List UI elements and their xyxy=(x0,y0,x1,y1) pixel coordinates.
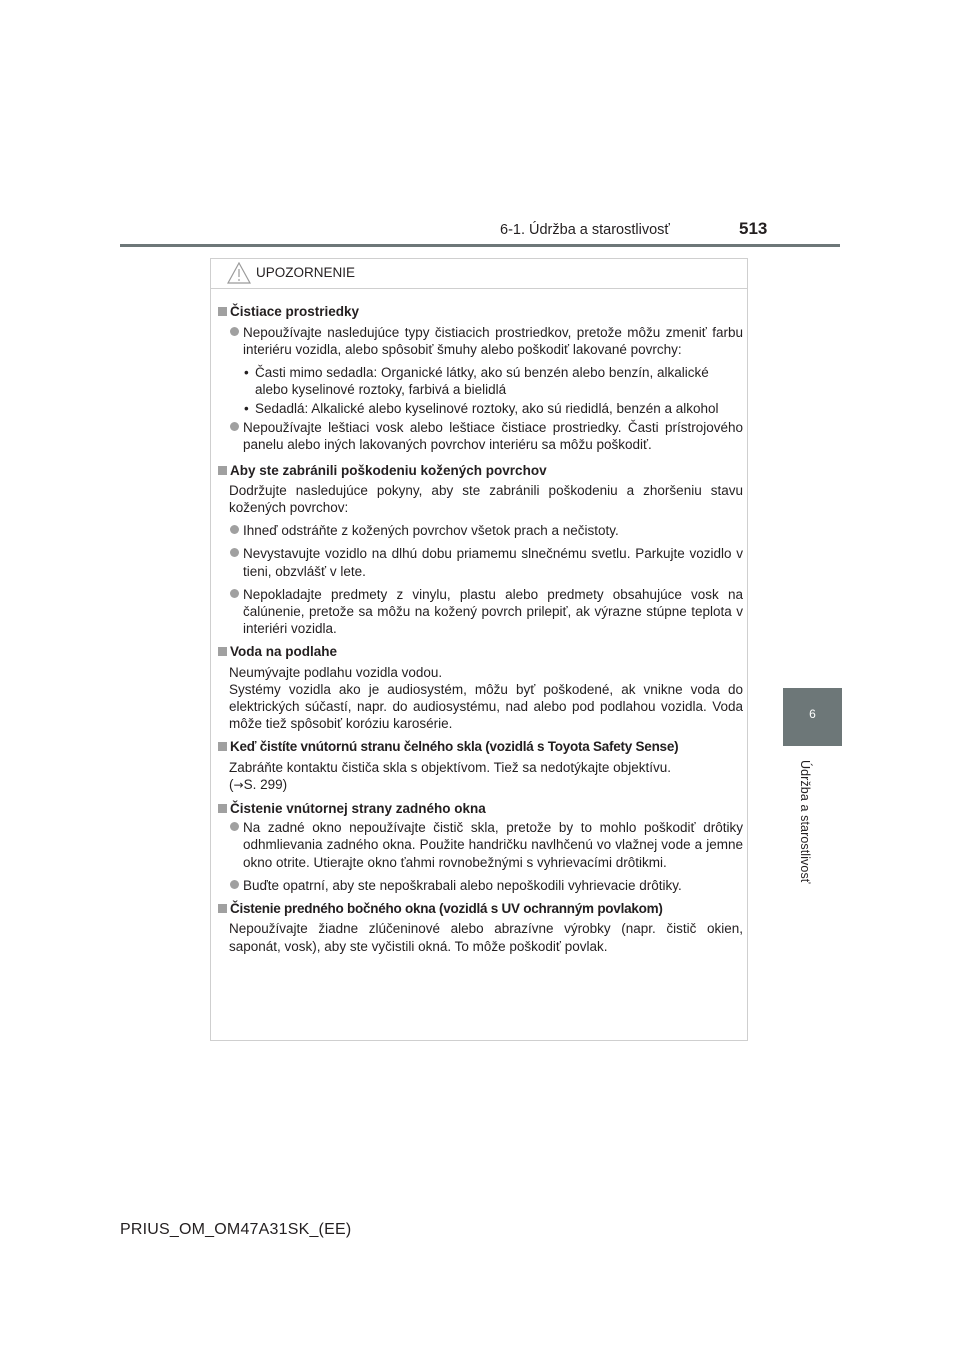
header-rule xyxy=(120,244,840,247)
chapter-label: Údržba a starostlivosť xyxy=(798,760,812,884)
ref-text: S. 299) xyxy=(243,776,288,792)
chapter-number: 6 xyxy=(809,707,816,721)
list-item: Ihneď odstráňte z kožených povrchov všetok prach a nečistoty. xyxy=(217,522,743,539)
list-item: Nevystavujte vozidlo na dlhú dobu priamemu slnečnému svetlu. Parkujte vozidlo v tieni, obzvlášť v lete. xyxy=(217,545,743,579)
section-title: Čistenie vnútornej strany zadného okna xyxy=(217,800,743,817)
caution-box xyxy=(210,258,748,1041)
ref-open: ( xyxy=(229,776,234,792)
section-title: Čistiace prostriedky xyxy=(217,303,743,320)
caution-title: UPOZORNENIE xyxy=(256,265,356,280)
section-heading: 6-1. Údržba a starostlivosť xyxy=(500,222,670,238)
list-item: Nepokladajte predmety z vinylu, plastu alebo predmety obsahujúce vosk na čalúnenie, pretože sa môžu na kožený povrch prilepiť, ak výrazne stúpne teplota v interiéri vozidla. xyxy=(217,586,743,638)
arrow-right-icon: → xyxy=(233,777,244,792)
warning-triangle-icon xyxy=(227,262,251,284)
paragraph-text: Zabráňte kontaktu čističa skla s objektívom. Tiež sa nedotýkajte objektívu. xyxy=(229,759,671,775)
paragraph xyxy=(217,759,743,794)
caution-header xyxy=(211,259,747,289)
sub-list-item: • Časti mimo sedadla: Organické látky, ako sú benzén alebo benzín, alkalické alebo kyselinové roztoky, farbivá a bielidlá xyxy=(217,364,743,398)
paragraph: Systémy vozidla ako je audiosystém, môžu byť poškodené, ak vnikne voda do elektrických súčastí, napr. do audiosystému, nad alebo pod podlahou vozidla. Voda môže tiež spôsobiť koróziu karosérie. xyxy=(229,681,743,732)
section-title: Aby ste zabránili poškodeniu kožených povrchov xyxy=(217,462,743,479)
list-item: Nepoužívajte leštiaci vosk alebo leštiace čistiace prostriedky. Časti prístrojového panelu alebo iných lakovaných povrchov interiéru sa môžu poškodiť. xyxy=(217,419,743,453)
paragraph: Dodržujte nasledujúce pokyny, aby ste zabránili poškodeniu a zhoršeniu stavu kožených povrchov: xyxy=(229,482,743,516)
section-title: Čistenie predného bočného okna (vozidlá s UV ochranným povlakom) xyxy=(217,900,743,917)
document-code: PRIUS_OM_OM47A31SK_(EE) xyxy=(120,1221,352,1238)
list-item: Nepoužívajte nasledujúce typy čistiacich prostriedkov, pretože môžu zmeniť farbu interiéru vozidla, alebo spôsobiť šmuhy alebo poškodiť lakované povrchy: xyxy=(217,324,743,358)
section-title: Keď čistíte vnútornú stranu čelného skla (vozidlá s Toyota Safety Sense) xyxy=(217,738,743,755)
paragraph: Nepoužívajte žiadne zlúčeninové alebo abrazívne výrobky (napr. čistič okien, saponát, vosk), aby ste vyčistili okná. To môže poškodiť povlak. xyxy=(229,921,743,954)
list-item: Na zadné okno nepoužívajte čistič skla, pretože by to mohlo poškodiť drôtiky odhmlievania zadného okna. Použite handričku navlhčenú vo vlažnej vode a jemne okno otrite. Utierajte okno ťahmi rovnobežnými s vyhrievacími drôtikmi. xyxy=(217,819,743,871)
page-reference[interactable] xyxy=(229,777,287,792)
list-item: Buďte opatrní, aby ste nepoškrabali alebo nepoškodili vyhrievacie drôtiky. xyxy=(217,877,743,894)
paragraph: Neumývajte podlahu vozidla vodou. xyxy=(229,664,443,680)
caution-content xyxy=(217,299,743,955)
page-number: 513 xyxy=(739,219,768,238)
sub-list-item: • Sedadlá: Alkalické alebo kyselinové roztoky, ako sú riedidlá, benzén a alkohol xyxy=(217,400,743,417)
section-title: Voda na podlahe xyxy=(217,643,743,660)
